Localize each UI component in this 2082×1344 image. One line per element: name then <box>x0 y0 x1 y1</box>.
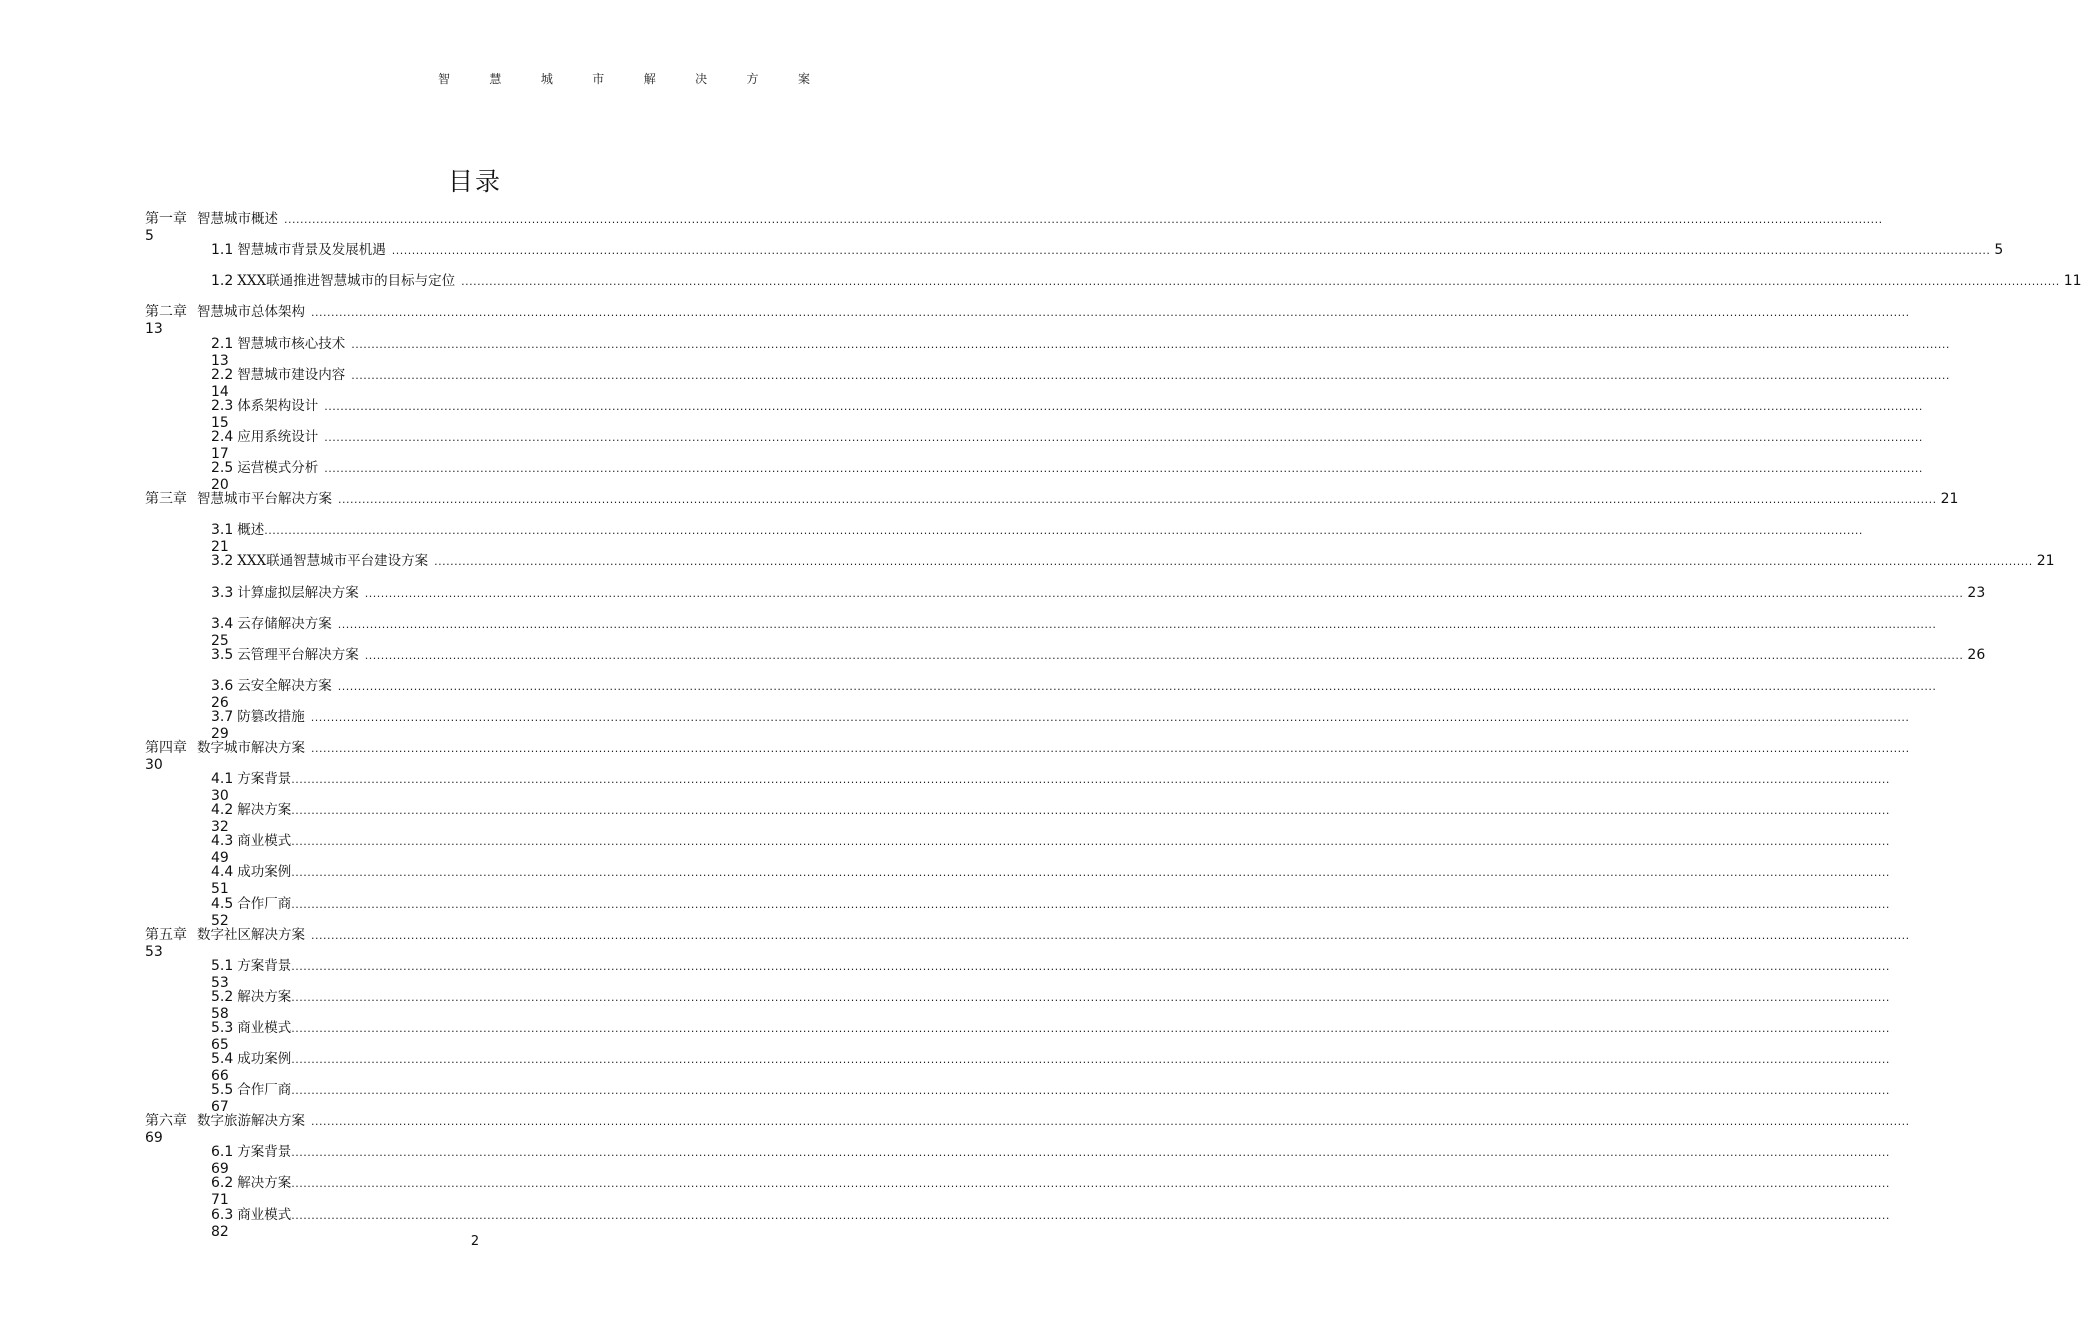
toc-entry-number: 第二章 <box>145 304 187 320</box>
toc-section-entry[interactable] <box>211 896 1890 913</box>
toc-dot-leader: ................................................................................................................................................................................................................................................................................................................................................................................................................ <box>291 804 1890 817</box>
toc-page-number: 14 <box>211 384 229 400</box>
toc-dot-leader: ................................................................................................................................................................................................................................................................................................................................................................................................................ <box>291 898 1890 911</box>
toc-page-number: 65 <box>211 1037 229 1053</box>
toc-page-number: 21 <box>2036 553 2055 569</box>
toc-page-number: 23 <box>1967 585 1986 601</box>
toc-dot-leader: ................................................................................................................................................................................................................................................................................................................................................................................................................ <box>337 618 1937 631</box>
toc-section-entry[interactable] <box>211 958 1890 975</box>
toc-entry-number: 2.5 <box>211 460 234 476</box>
toc-page-number: 21 <box>1940 491 1959 507</box>
toc-section-entry[interactable] <box>211 864 1890 881</box>
toc-entry-number: 1.2 <box>211 273 234 289</box>
header-char: 案 <box>797 72 810 86</box>
toc-entry-number: 4.5 <box>211 896 234 912</box>
toc-entry-title: XXX联通智慧城市平台建设方案 <box>237 553 429 569</box>
toc-entry-title: 合作厂商 <box>237 896 292 912</box>
toc-entry-number: 3.1 <box>211 522 234 538</box>
toc-entry-title: XXX联通推进智慧城市的目标与定位 <box>237 273 456 289</box>
toc-page-number: 15 <box>211 415 229 431</box>
toc-entry-title: 方案背景 <box>237 771 292 787</box>
toc-section-entry[interactable] <box>211 522 1863 539</box>
toc-entry-number: 5.1 <box>211 958 234 974</box>
toc-dot-leader: ................................................................................................................................................................................................................................................................................................................................................................................................................ <box>391 244 1991 257</box>
toc-dot-leader: ................................................................................................................................................................................................................................................................................................................................................................................................................ <box>324 431 1923 444</box>
toc-entry-title: 解决方案 <box>237 1175 292 1191</box>
toc-entry-title: 数字城市解决方案 <box>197 740 305 756</box>
toc-title: 目录 <box>447 167 502 196</box>
header-char: 方 <box>746 72 759 86</box>
toc-dot-leader: ................................................................................................................................................................................................................................................................................................................................................................................................................ <box>324 462 1923 475</box>
toc-page-number: 25 <box>211 633 229 649</box>
toc-dot-leader: ................................................................................................................................................................................................................................................................................................................................................................................................................ <box>324 400 1923 413</box>
toc-page-number: 21 <box>211 539 229 555</box>
toc-page-number: 67 <box>211 1099 229 1115</box>
toc-entry-number: 4.3 <box>211 833 234 849</box>
toc-section-entry[interactable] <box>211 616 1937 633</box>
toc-section-entry[interactable] <box>211 709 1910 726</box>
toc-entry-number: 4.4 <box>211 864 234 880</box>
toc-page-number: 58 <box>211 1006 229 1022</box>
toc-entry-title: 商业模式 <box>237 1020 292 1036</box>
toc-page-number: 5 <box>145 228 154 244</box>
toc-entry-number: 6.2 <box>211 1175 234 1191</box>
toc-chapter-entry[interactable] <box>145 740 1910 757</box>
toc-page-number: 69 <box>211 1161 229 1177</box>
toc-entry-title: 数字旅游解决方案 <box>197 1113 305 1129</box>
toc-entry-number: 3.3 <box>211 585 234 601</box>
toc-dot-leader: ................................................................................................................................................................................................................................................................................................................................................................................................................ <box>291 1053 1890 1066</box>
toc-entry-number: 第六章 <box>145 1113 187 1129</box>
toc-entry-number: 1.1 <box>211 242 234 258</box>
toc-section-entry[interactable] <box>211 585 1986 602</box>
toc-entry-title: 智慧城市建设内容 <box>237 367 346 383</box>
toc-entry-number: 第五章 <box>145 927 187 943</box>
toc-entry-title: 商业模式 <box>237 833 292 849</box>
toc-entry-title: 体系架构设计 <box>237 398 319 414</box>
toc-section-entry[interactable] <box>211 802 1890 819</box>
toc-page-number: 71 <box>211 1192 229 1208</box>
toc-section-entry[interactable] <box>211 367 1950 384</box>
toc-entry-title: 防篡改措施 <box>237 709 305 725</box>
toc-dot-leader: ................................................................................................................................................................................................................................................................................................................................................................................................................ <box>338 493 1937 506</box>
toc-dot-leader: ................................................................................................................................................................................................................................................................................................................................................................................................................ <box>291 1177 1890 1190</box>
toc-page-number: 32 <box>211 819 229 835</box>
toc-section-entry[interactable] <box>211 1175 1890 1192</box>
toc-page-number: 20 <box>211 477 229 493</box>
toc-entry-number: 2.3 <box>211 398 234 414</box>
toc-entry-title: 智慧城市核心技术 <box>237 336 346 352</box>
toc-page-number: 13 <box>145 321 163 337</box>
toc-page-number: 53 <box>145 944 163 960</box>
toc-page-number: 13 <box>211 353 229 369</box>
toc-entry-number: 5.4 <box>211 1051 234 1067</box>
page-number: 2 <box>470 1234 480 1249</box>
toc-section-entry[interactable] <box>211 833 1890 850</box>
toc-entry-number: 第三章 <box>145 491 187 507</box>
toc-entry-title: 应用系统设计 <box>237 429 319 445</box>
toc-entry-title: 运营模式分析 <box>237 460 319 476</box>
toc-entry-number: 2.4 <box>211 429 234 445</box>
toc-section-entry[interactable] <box>211 553 2055 570</box>
header-char: 市 <box>592 72 605 86</box>
toc-dot-leader: ................................................................................................................................................................................................................................................................................................................................................................................................................ <box>291 773 1890 786</box>
toc-dot-leader: ................................................................................................................................................................................................................................................................................................................................................................................................................ <box>291 835 1890 848</box>
toc-dot-leader: ................................................................................................................................................................................................................................................................................................................................................................................................................ <box>284 213 1883 226</box>
toc-chapter-entry[interactable] <box>145 1113 1910 1130</box>
toc-dot-leader: ................................................................................................................................................................................................................................................................................................................................................................................................................ <box>264 524 1863 537</box>
toc-dot-leader: ................................................................................................................................................................................................................................................................................................................................................................................................................ <box>364 649 1964 662</box>
toc-entry-number: 第四章 <box>145 740 187 756</box>
toc-entry-number: 3.5 <box>211 647 234 663</box>
toc-page-number: 11 <box>2063 273 2082 289</box>
toc-entry-number: 4.1 <box>211 771 234 787</box>
toc-entry-title: 概述 <box>237 522 265 538</box>
toc-entry-number: 2.2 <box>211 367 234 383</box>
toc-entry-number: 3.6 <box>211 678 234 694</box>
toc-section-entry[interactable] <box>211 1020 1890 1037</box>
toc-entry-title: 成功案例 <box>237 864 292 880</box>
header-char: 城 <box>540 72 553 86</box>
toc-dot-leader: ................................................................................................................................................................................................................................................................................................................................................................................................................ <box>291 991 1890 1004</box>
toc-dot-leader: ................................................................................................................................................................................................................................................................................................................................................................................................................ <box>291 1146 1890 1159</box>
toc-dot-leader: ................................................................................................................................................................................................................................................................................................................................................................................................................ <box>291 1084 1890 1097</box>
toc-entry-title: 数字社区解决方案 <box>197 927 305 943</box>
toc-section-entry[interactable] <box>211 242 2004 259</box>
toc-page-number: 53 <box>211 975 229 991</box>
toc-page-number: 30 <box>211 788 229 804</box>
toc-entry-title: 智慧城市平台解决方案 <box>197 491 332 507</box>
toc-dot-leader: ................................................................................................................................................................................................................................................................................................................................................................................................................ <box>310 711 1910 724</box>
toc-dot-leader: ................................................................................................................................................................................................................................................................................................................................................................................................................ <box>311 929 1910 942</box>
toc-chapter-entry[interactable] <box>145 927 1910 944</box>
toc-entry-title: 计算虚拟层解决方案 <box>237 585 359 601</box>
toc-section-entry[interactable] <box>211 647 1986 664</box>
toc-entry-number: 5.2 <box>211 989 234 1005</box>
toc-section-entry[interactable] <box>211 336 1950 353</box>
toc-chapter-entry[interactable] <box>145 211 1883 228</box>
toc-page-number: 69 <box>145 1130 163 1146</box>
toc-dot-leader: ................................................................................................................................................................................................................................................................................................................................................................................................................ <box>291 1022 1890 1035</box>
toc-dot-leader: ................................................................................................................................................................................................................................................................................................................................................................................................................ <box>364 587 1964 600</box>
toc-section-entry[interactable] <box>211 398 1923 415</box>
toc-page-number: 30 <box>145 757 163 773</box>
toc-entry-number: 第一章 <box>145 211 187 227</box>
toc-entry-number: 6.1 <box>211 1144 234 1160</box>
toc-dot-leader: ................................................................................................................................................................................................................................................................................................................................................................................................................ <box>461 275 2060 288</box>
toc-entry-number: 6.3 <box>211 1207 234 1223</box>
toc-dot-leader: ................................................................................................................................................................................................................................................................................................................................................................................................................ <box>311 742 1910 755</box>
toc-dot-leader: ................................................................................................................................................................................................................................................................................................................................................................................................................ <box>434 555 2033 568</box>
toc-page-number: 26 <box>211 695 229 711</box>
toc-section-entry[interactable] <box>211 771 1890 788</box>
toc-section-entry[interactable] <box>211 678 1937 695</box>
toc-section-entry[interactable] <box>211 1207 1890 1224</box>
toc-dot-leader: ................................................................................................................................................................................................................................................................................................................................................................................................................ <box>291 960 1890 973</box>
toc-entry-title: 智慧城市背景及发展机遇 <box>237 242 386 258</box>
toc-entry-title: 解决方案 <box>237 802 292 818</box>
toc-dot-leader: ................................................................................................................................................................................................................................................................................................................................................................................................................ <box>291 866 1890 879</box>
toc-entry-number: 3.2 <box>211 553 234 569</box>
toc-section-entry[interactable] <box>211 1144 1890 1161</box>
toc-section-entry[interactable] <box>211 1051 1890 1068</box>
toc-entry-title: 智慧城市概述 <box>197 211 278 227</box>
toc-section-entry[interactable] <box>211 989 1890 1006</box>
toc-section-entry[interactable] <box>211 273 2082 290</box>
toc-page-number: 49 <box>211 850 229 866</box>
toc-entry-title: 合作厂商 <box>237 1082 292 1098</box>
toc-entry-title: 云管理平台解决方案 <box>237 647 359 663</box>
toc-dot-leader: ................................................................................................................................................................................................................................................................................................................................................................................................................ <box>351 369 1950 382</box>
toc-entry-title: 方案背景 <box>237 958 292 974</box>
toc-entry-title: 解决方案 <box>237 989 292 1005</box>
toc-page-number: 51 <box>211 881 229 897</box>
toc-dot-leader: ................................................................................................................................................................................................................................................................................................................................................................................................................ <box>311 1115 1910 1128</box>
toc-entry-number: 5.3 <box>211 1020 234 1036</box>
toc-section-entry[interactable] <box>211 460 1923 477</box>
running-header <box>438 70 810 87</box>
header-char: 解 <box>643 72 656 86</box>
toc-dot-leader: ................................................................................................................................................................................................................................................................................................................................................................................................................ <box>337 680 1937 693</box>
header-char: 智 <box>438 72 451 86</box>
toc-entry-title: 方案背景 <box>237 1144 292 1160</box>
toc-page-number: 5 <box>1994 242 2004 258</box>
toc-dot-leader: ................................................................................................................................................................................................................................................................................................................................................................................................................ <box>291 1209 1890 1222</box>
toc-page-number: 29 <box>211 726 229 742</box>
toc-chapter-entry[interactable] <box>145 304 1910 321</box>
toc-entry-title: 商业模式 <box>237 1207 292 1223</box>
toc-section-entry[interactable] <box>211 1082 1890 1099</box>
toc-entry-number: 3.4 <box>211 616 234 632</box>
toc-entry-title: 云存储解决方案 <box>237 616 332 632</box>
toc-page-number: 17 <box>211 446 229 462</box>
toc-entry-number: 2.1 <box>211 336 234 352</box>
toc-page-number: 52 <box>211 913 229 929</box>
toc-section-entry[interactable] <box>211 429 1923 446</box>
toc-entry-title: 成功案例 <box>237 1051 292 1067</box>
toc-dot-leader: ................................................................................................................................................................................................................................................................................................................................................................................................................ <box>311 306 1910 319</box>
toc-dot-leader: ................................................................................................................................................................................................................................................................................................................................................................................................................ <box>351 338 1950 351</box>
toc-entry-title: 云安全解决方案 <box>237 678 332 694</box>
toc-page-number: 82 <box>211 1224 229 1240</box>
toc-entry-number: 3.7 <box>211 709 234 725</box>
toc-entry-title: 智慧城市总体架构 <box>197 304 305 320</box>
toc-entry-number: 4.2 <box>211 802 234 818</box>
toc-page-number: 66 <box>211 1068 229 1084</box>
toc-page-number: 26 <box>1967 647 1986 663</box>
header-char: 慧 <box>489 72 502 86</box>
toc-chapter-entry[interactable] <box>145 491 1959 508</box>
header-char: 决 <box>695 72 708 86</box>
toc-entry-number: 5.5 <box>211 1082 234 1098</box>
